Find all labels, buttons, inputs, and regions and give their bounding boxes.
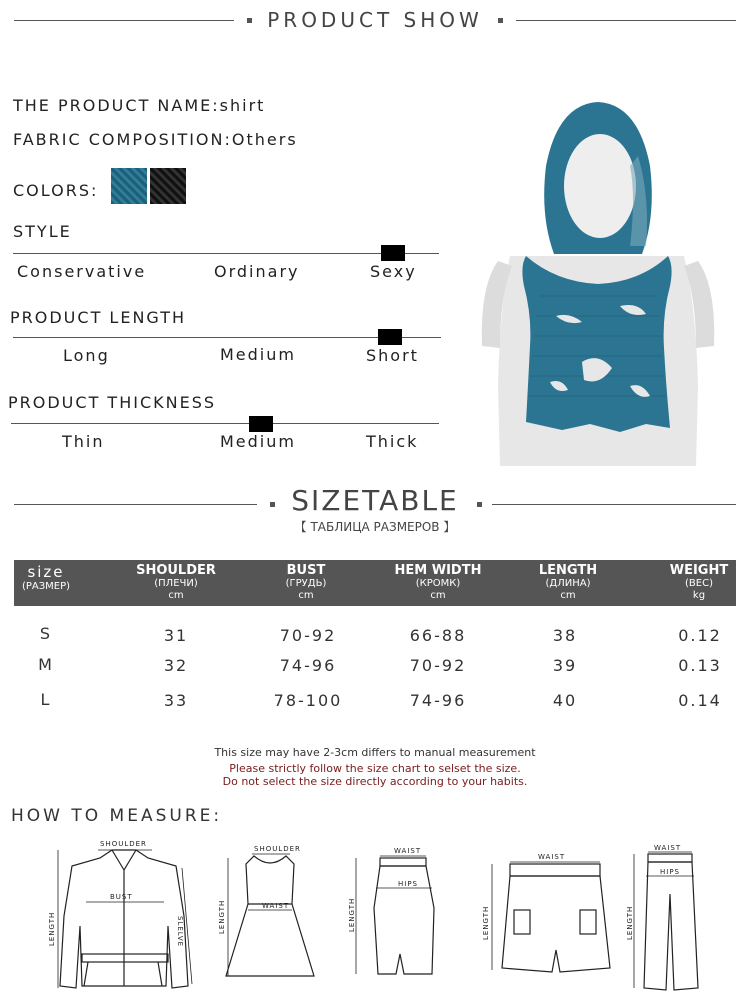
warning-note-2: Do not select the size directly according to your habits. bbox=[222, 775, 528, 788]
mannequin-hoodie-illustration bbox=[470, 86, 726, 466]
thickness-scale-line bbox=[11, 423, 439, 424]
cell-weight: 0.14 bbox=[678, 691, 722, 710]
cell-hem-width: 70-92 bbox=[409, 656, 467, 675]
cell-hem-width: 74-96 bbox=[409, 691, 467, 710]
fabric-composition bbox=[13, 130, 298, 149]
fabric-label: FABRIC COMPOSITION: bbox=[13, 130, 232, 149]
skirt-measure-diagram bbox=[344, 848, 444, 984]
thickness-marker bbox=[249, 416, 273, 432]
col-length: LENGTH (ДЛИНА) cm bbox=[538, 563, 598, 601]
dress-shoulder-label: SHOULDER bbox=[254, 845, 301, 853]
length-option-short: Short bbox=[366, 346, 419, 365]
product-name: THE PRODUCT NAME:shirt bbox=[13, 96, 266, 115]
cell-weight: 0.13 bbox=[678, 656, 722, 675]
cell-length: 38 bbox=[552, 626, 578, 645]
cell-shoulder: 32 bbox=[163, 656, 189, 675]
shorts-waist-label: WAIST bbox=[538, 853, 566, 861]
measurement-note: This size may have 2-3cm differs to manual measurement bbox=[214, 746, 536, 759]
thickness-label: PRODUCT THICKNESS bbox=[8, 393, 216, 412]
colors-label: COLORS: bbox=[13, 181, 99, 200]
length-option-long: Long bbox=[63, 346, 110, 365]
length-scale-line bbox=[13, 337, 441, 338]
color-swatch-blue[interactable] bbox=[111, 168, 147, 204]
fabric-value: Others bbox=[231, 130, 298, 149]
length-label: PRODUCT LENGTH bbox=[10, 308, 187, 327]
cell-weight: 0.12 bbox=[678, 626, 722, 645]
skirt-waist-label: WAIST bbox=[394, 848, 422, 855]
pants-measure-diagram bbox=[626, 844, 730, 996]
jacket-measure-diagram bbox=[48, 836, 200, 996]
cell-size: S bbox=[39, 624, 53, 643]
product-photo bbox=[470, 86, 726, 466]
sizetable-subtitle: 【 ТАБЛИЦА РАЗМЕРОВ 】 bbox=[294, 520, 456, 534]
pants-waist-label: WAIST bbox=[654, 844, 682, 852]
jacket-bust-label: BUST bbox=[110, 893, 133, 901]
cell-size: M bbox=[38, 655, 54, 674]
skirt-hips-label: HIPS bbox=[398, 880, 418, 888]
thickness-option-medium: Medium bbox=[220, 432, 296, 451]
size-table-header bbox=[14, 560, 736, 606]
col-shoulder: SHOULDER (ПЛЕЧИ) cm bbox=[136, 563, 216, 601]
style-option-sexy: Sexy bbox=[370, 262, 417, 281]
cell-bust: 70-92 bbox=[279, 626, 337, 645]
how-to-measure-title: HOW TO MEASURE: bbox=[11, 806, 223, 826]
style-label: STYLE bbox=[13, 222, 72, 241]
color-swatch-black[interactable] bbox=[150, 168, 186, 204]
skirt-length-label: LENGTH bbox=[348, 897, 356, 932]
cell-shoulder: 33 bbox=[163, 691, 189, 710]
style-option-conservative: Conservative bbox=[17, 262, 147, 281]
dress-length-label: LENGTH bbox=[218, 899, 226, 934]
shorts-length-label: LENGTH bbox=[482, 905, 490, 940]
jacket-length-label: LENGTH bbox=[48, 911, 56, 946]
col-size: size (РАЗМЕР) bbox=[21, 563, 71, 592]
thickness-option-thick: Thick bbox=[366, 432, 419, 451]
cell-size: L bbox=[40, 690, 52, 709]
header-dot-right bbox=[498, 18, 503, 23]
pants-hips-label: HIPS bbox=[660, 868, 680, 876]
length-option-medium: Medium bbox=[220, 345, 296, 364]
dress-measure-diagram bbox=[214, 844, 326, 986]
thickness-option-thin: Thin bbox=[62, 432, 105, 451]
col-bust: BUST (ГРУДЬ) cm bbox=[285, 563, 327, 601]
cell-length: 40 bbox=[552, 691, 578, 710]
cell-bust: 74-96 bbox=[279, 656, 337, 675]
style-option-ordinary: Ordinary bbox=[214, 262, 300, 281]
dress-waist-label: WAIST bbox=[262, 902, 290, 910]
style-scale-line bbox=[13, 253, 439, 254]
col-weight: WEIGHT (ВЕС) kg bbox=[669, 563, 729, 601]
sizetable-rule-right bbox=[492, 504, 736, 505]
warning-note-1: Please strictly follow the size chart to selset the size. bbox=[229, 762, 521, 775]
page-title: PRODUCT SHOW bbox=[267, 8, 483, 32]
jacket-sleeve-label: SLELVE bbox=[176, 916, 184, 948]
cell-bust: 78-100 bbox=[273, 691, 343, 710]
length-marker bbox=[378, 329, 402, 345]
style-marker bbox=[381, 245, 405, 261]
shorts-measure-diagram bbox=[476, 850, 618, 980]
cell-hem-width: 66-88 bbox=[409, 626, 467, 645]
pants-length-label: LENGTH bbox=[626, 905, 634, 940]
header-rule-right bbox=[516, 20, 736, 21]
cell-shoulder: 31 bbox=[163, 626, 189, 645]
sizetable-dot-right bbox=[477, 502, 482, 507]
cell-length: 39 bbox=[552, 656, 578, 675]
jacket-shoulder-label: SHOULDER bbox=[100, 840, 147, 848]
col-hem-width: HEM WIDTH (КРОМК) cm bbox=[394, 563, 482, 601]
sizetable-title: SIZETABLE bbox=[291, 484, 459, 517]
